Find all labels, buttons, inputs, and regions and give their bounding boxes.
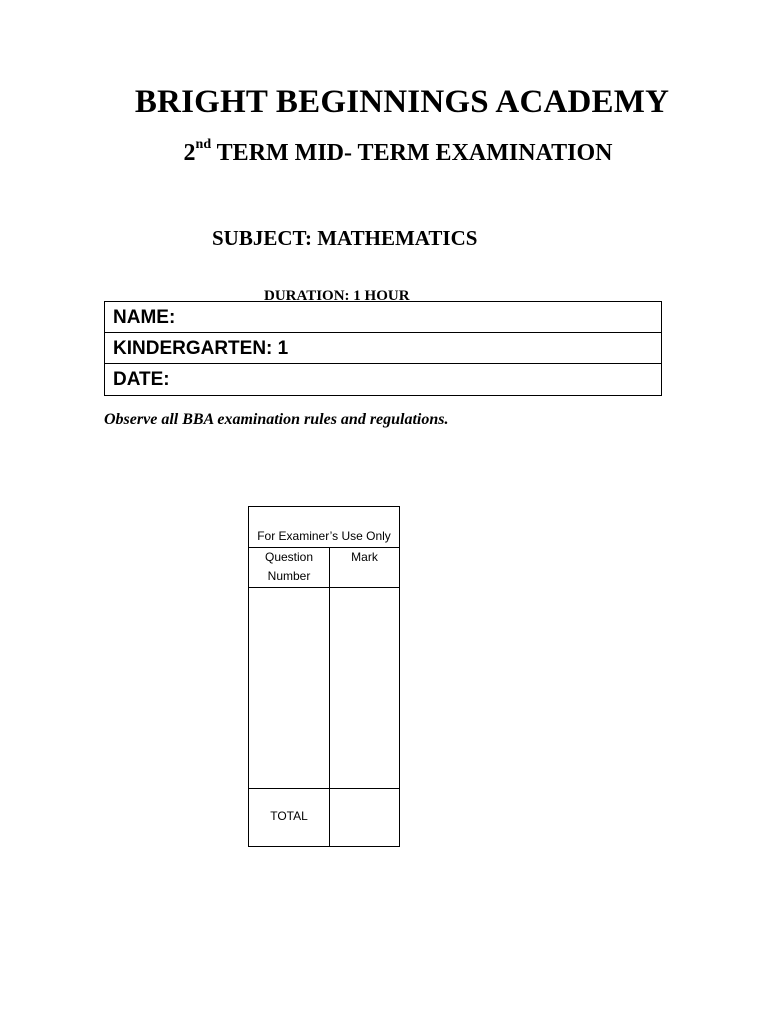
name-row[interactable]: NAME: — [105, 302, 661, 333]
student-info-table — [104, 301, 662, 396]
class-row: KINDERGARTEN: 1 — [105, 333, 661, 364]
mark-cell[interactable] — [330, 588, 399, 788]
examiner-table-title: For Examiner’s Use Only — [249, 507, 399, 548]
examiner-table-total-row — [249, 789, 399, 846]
school-name: BRIGHT BEGINNINGS ACADEMY — [134, 84, 670, 120]
total-mark-cell[interactable] — [330, 789, 399, 846]
exam-instructions: Observe all BBA examination rules and regulations. — [104, 411, 449, 428]
date-row[interactable]: DATE: — [113, 369, 170, 390]
duration-label: DURATION: 1 HOUR — [264, 288, 410, 301]
total-label: TOTAL — [249, 789, 330, 846]
mark-header: Mark — [351, 550, 378, 564]
examiner-table — [248, 506, 400, 847]
term-suffix: nd — [195, 137, 212, 152]
exam-term-title — [0, 137, 768, 167]
term-number: 2 — [183, 140, 196, 166]
examiner-table-body — [249, 588, 399, 789]
term-title-text: TERM MID- TERM EXAMINATION — [211, 140, 613, 166]
question-cell[interactable] — [249, 588, 330, 788]
subject-label: SUBJECT: MATHEMATICS — [212, 226, 478, 250]
question-number-header: Question Number — [249, 548, 330, 587]
examiner-table-header — [249, 548, 399, 588]
